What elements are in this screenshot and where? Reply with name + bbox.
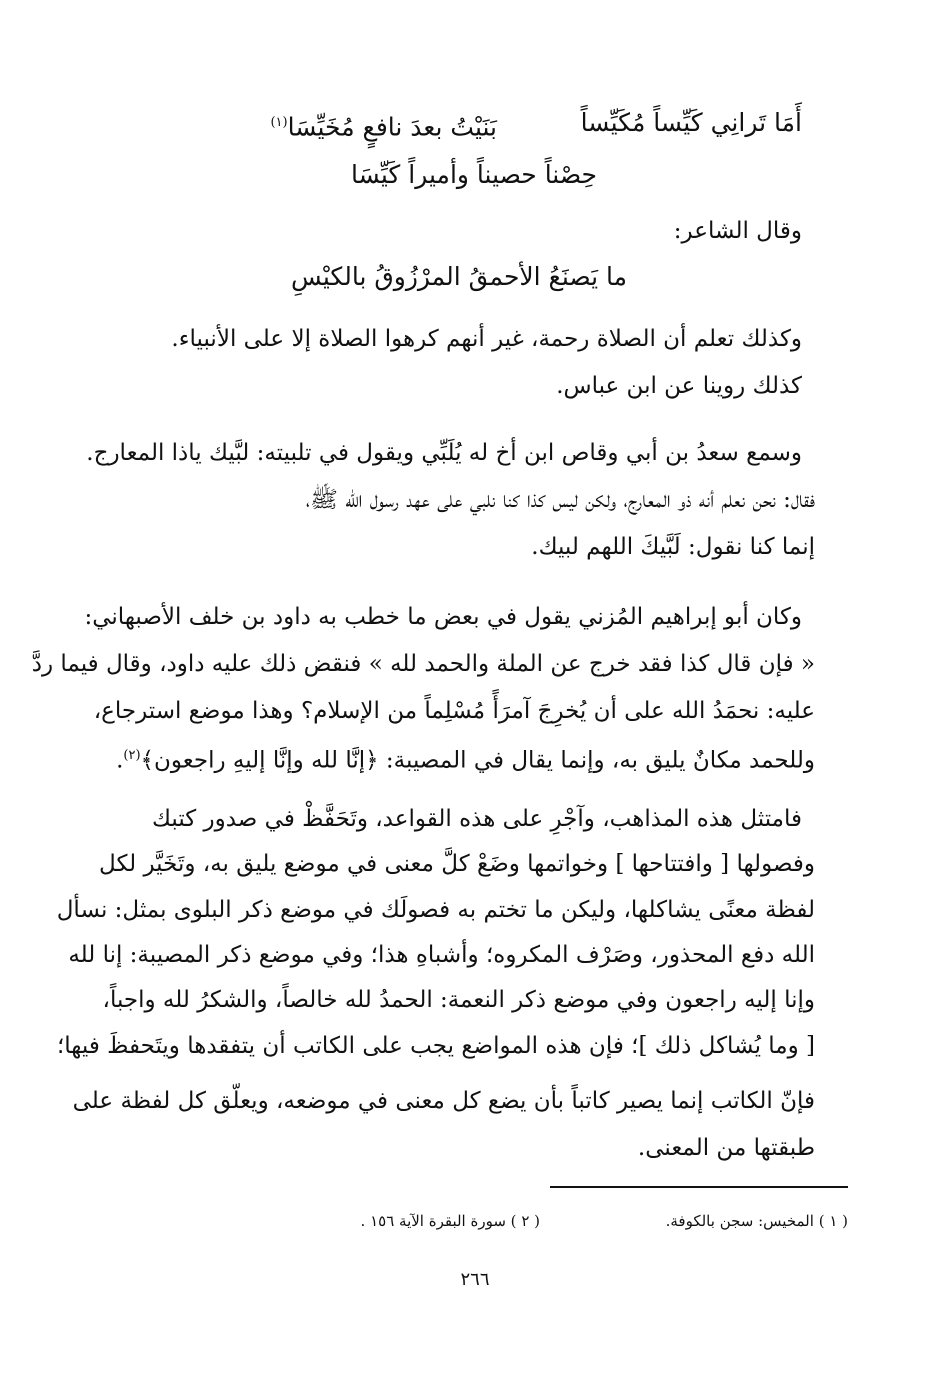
para2-line3: إنما كنا نقول: لَبَّيكَ اللهم لبيك.: [531, 534, 815, 560]
para3-line4-end: .: [116, 747, 124, 774]
para1-line2: كذلك روينا عن ابن عباس.: [556, 373, 802, 399]
para3-line4-text: وللحمد مكانٌ يليق به، وإنما يقال في المصيبة: ﴿إنَّا لله وإنَّا إليهِ راجعون﴾: [140, 747, 815, 774]
para4-line2: وفصولها [ وافتتاحها ] وخواتمها وضَعْ كلَّ معنى في موضع يليق به، وتَخَيَّر لكل: [99, 851, 815, 877]
footnote-marker-1: (١): [270, 115, 288, 130]
page-number: ٢٦٦: [460, 1269, 490, 1290]
para4-line6: [ وما يُشاكل ذلك ]؛ فإن هذه المواضع يجب على الكاتب أن يتفقدها ويتَحفظَ فيها؛: [56, 1033, 815, 1059]
footnote-2: ( ٢ ) سورة البقرة الآية ١٥٦ .: [360, 1212, 540, 1230]
footnote-marker-2: (٢): [123, 748, 141, 763]
para4-line1: فامتثل هذه المذاهب، وآجْرِ على هذه القواعد، وتَحَفَّظْ في صدور كتبك: [152, 806, 802, 832]
para1-line1: وكذلك تعلم أن الصلاة رحمة، غير أنهم كرهوا الصلاة إلا على الأنبياء.: [171, 326, 802, 352]
para3-line4: [116, 739, 815, 773]
para4-line8: طبقتها من المعنى.: [637, 1135, 815, 1161]
para4-line4: الله دفع المحذور، وصَرْف المكروه؛ وأشباهِ هذا؛ وفي موضع ذكر المصيبة: إنا لله: [68, 942, 815, 968]
para3-line1: وكان أبو إبراهيم المُزني يقول في بعض ما خطب به داود بن خلف الأصبهاني:: [84, 604, 802, 630]
para2-line1: وسمع سعدُ بن أبي وقاص ابن أخ له يُلَبِّي ويقول في تلبيته: لبَّيك ياذا المعارج.: [86, 440, 802, 466]
poem-second-hemistich: [270, 104, 497, 146]
para4-line7: فإنّ الكاتب إنما يصير كاتباً بأن يضع كل معنى في موضعه، ويعلّق كل لفظة على: [72, 1088, 815, 1114]
poem-third-line: حِصْناً حصيناً وأميراً كَيِّسَا: [350, 160, 597, 189]
verse-second-poem: ما يَصنَعُ الأحمقُ المرْزُوقُ بالكيْسِ: [290, 262, 627, 291]
para3-line2: « فإن قال كذا فقد خرج عن الملة والحمد لله » فنقض ذلك عليه داود، وقال فيما ردَّ: [31, 651, 815, 677]
footnote-divider: [550, 1186, 848, 1188]
para3-line3: عليه: نحمَدُ الله على أن يُخرِجَ آمرَأً مُسْلِماً من الإسلام؟ وهذا موضع استرجاع،: [93, 698, 815, 724]
para2-line2: فقال: نحن نعلم أنه ذو المعارج، ولكن ليس كذا كنا نلبي على عهد رسول الله ﷺ،: [305, 487, 815, 513]
para4-line3: لفظة معنًى يشاكلها، وليكن ما تختم به فصولَك في موضع ذكر البلوى بمثل: نسأل: [56, 897, 815, 923]
poem-hemistich-left: بَنَيْتُ بعدَ نافعٍ مُخَيِّسَا: [287, 112, 497, 142]
para4-line5: وإنا إليه راجعون وفي موضع ذكر النعمة: الحمدُ لله خالصاً، والشكرُ لله واجباً،: [102, 987, 815, 1013]
poet-intro: وقال الشاعر:: [673, 218, 802, 244]
footnote-1: ( ١ ) المخيس: سجن بالكوفة.: [665, 1212, 848, 1230]
poem-hemistich-right: أَمَا تَرانِي كَيِّساً مُكَيِّساً: [580, 108, 802, 137]
poem-first-hemistich: [581, 104, 802, 142]
